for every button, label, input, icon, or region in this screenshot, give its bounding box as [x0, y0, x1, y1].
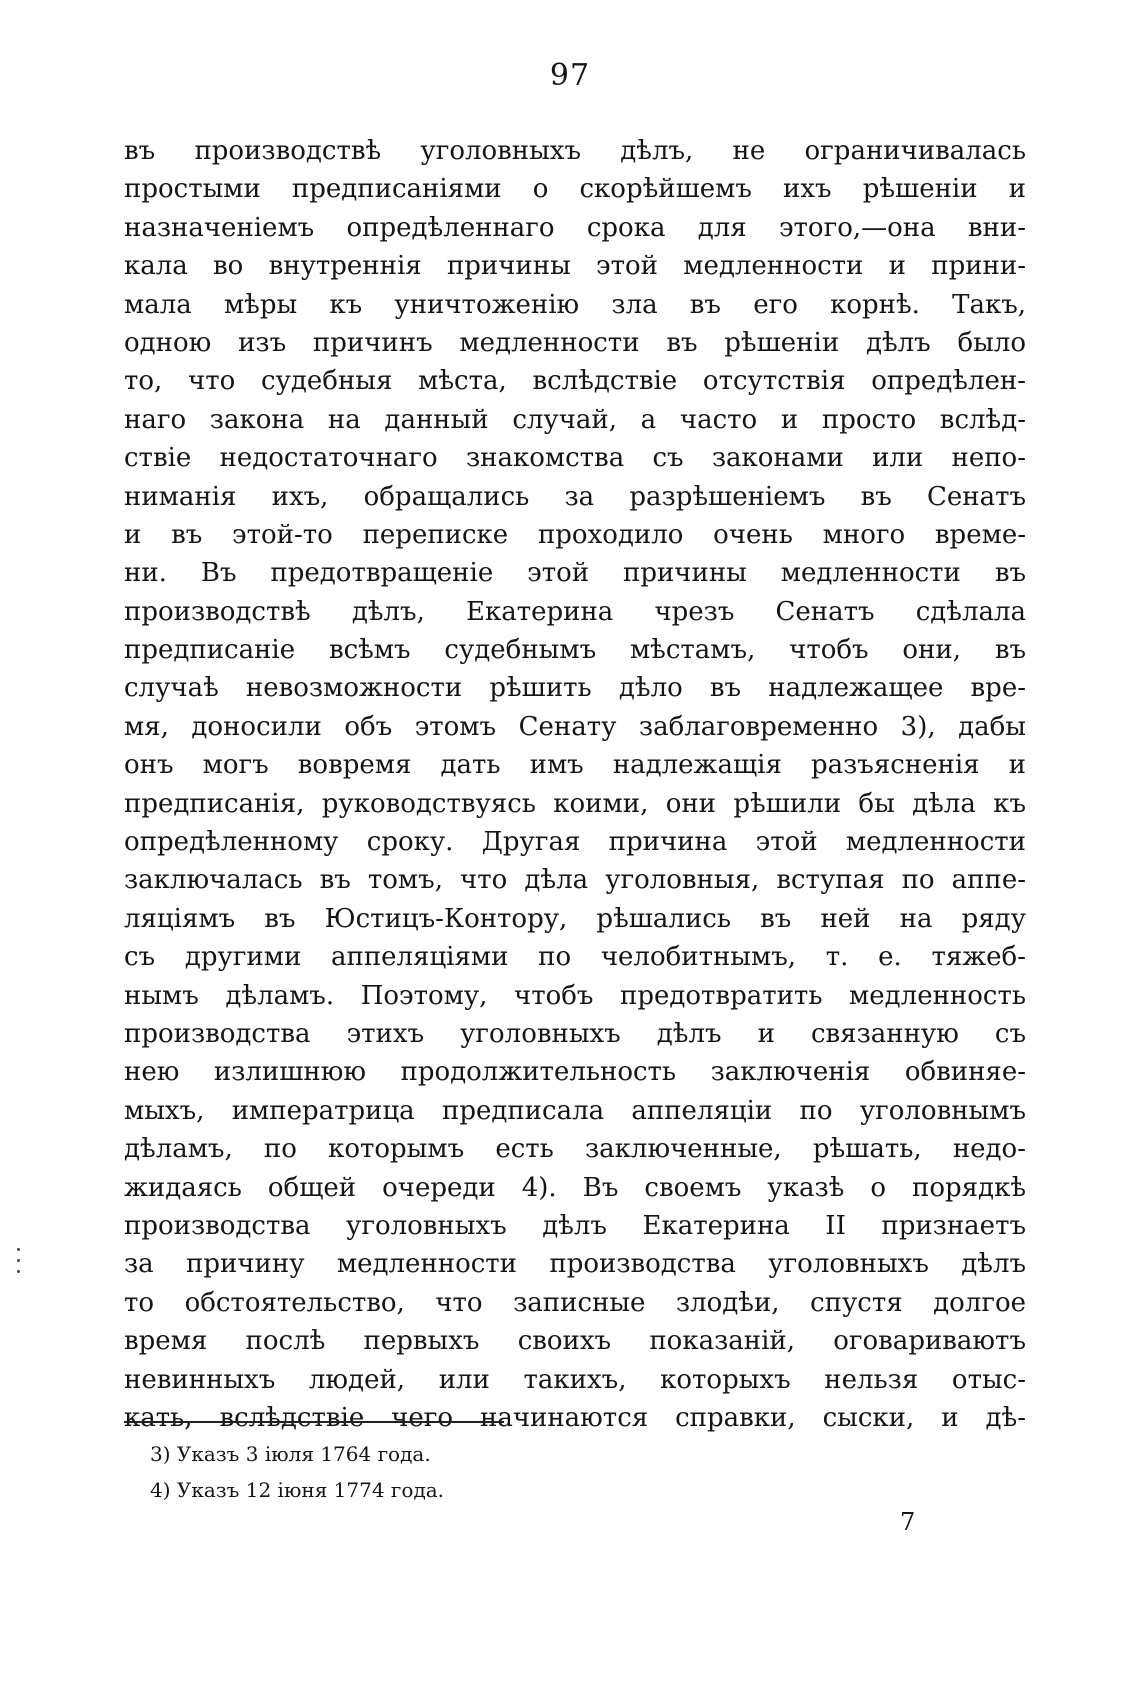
text-line: съ другими аппеляціями по челобитнымъ, т. е. тяжеб- [124, 942, 1026, 973]
text-line: ствіе недостаточнаго знакомства съ законами или непо- [124, 443, 1026, 474]
text-line: кала во внутреннія причины этой медленности и прини- [124, 251, 1026, 282]
text-line: ляціямъ въ Юстицъ-Контору, рѣшались въ ней на ряду [124, 903, 1026, 934]
text-line: предписанія, руководствуясь коими, они рѣшили бы дѣла къ [124, 788, 1026, 819]
text-line: простыми предписаніями о скорѣйшемъ ихъ рѣшеніи и [124, 174, 1026, 205]
main-text [124, 132, 1026, 1437]
text-line: невинныхъ людей, или такихъ, которыхъ нельзя отыс- [124, 1364, 1026, 1395]
text-line: ниманія ихъ, обращались за разрѣшеніемъ въ Сенатъ [124, 481, 1026, 512]
text-line: ни. Въ предотвращеніе этой причины медленности въ [124, 558, 1026, 589]
text-line: производства этихъ уголовныхъ дѣлъ и связанную съ [124, 1018, 1026, 1049]
text-line: въ производствѣ уголовныхъ дѣлъ, не ограничивалась [124, 136, 1026, 166]
footnote: 3) Указъ 3 іюля 1764 года. [150, 1442, 431, 1466]
text-line: то, что судебныя мѣста, вслѣдствіе отсутствія опредѣлен- [124, 366, 1026, 397]
text-line: наго закона на данный случай, а часто и просто вслѣд- [124, 404, 1026, 435]
text-line: нымъ дѣламъ. Поэтому, чтобъ предотвратить медленность [124, 980, 1026, 1011]
text-line: нею излишнюю продолжительность заключенія обвиняе- [124, 1057, 1026, 1088]
text-line: предписаніе всѣмъ судебнымъ мѣстамъ, чтобъ они, въ [124, 635, 1026, 666]
footnote: 4) Указъ 12 іюня 1774 года. [150, 1478, 445, 1502]
text-line: то обстоятельство, что записные злодѣи, спустя долгое [124, 1287, 1026, 1318]
text-line: случаѣ невозможности рѣшить дѣло въ надлежащее вре- [124, 673, 1026, 704]
text-line: одною изъ причинъ медленности въ рѣшеніи дѣлъ было [124, 327, 1026, 358]
footnotes [150, 1436, 850, 1508]
text-line: мя, доносили объ этомъ Сенату заблаговременно 3), дабы [124, 711, 1026, 742]
speck [17, 1259, 20, 1262]
text-line: мала мѣры къ уничтоженію зла въ его корнѣ. Такъ, [124, 289, 1026, 320]
margin-specks [14, 1248, 24, 1294]
text-line: мыхъ, императрица предписала аппеляціи по уголовнымъ [124, 1095, 1026, 1126]
text-line: производствѣ дѣлъ, Екатерина чрезъ Сенатъ сдѣлала [124, 596, 1026, 627]
text-line: производства уголовныхъ дѣлъ Екатерина II признаетъ [124, 1210, 1026, 1241]
text-line: за причину медленности производства уголовныхъ дѣлъ [124, 1249, 1026, 1280]
speck [17, 1270, 20, 1273]
speck [17, 1248, 20, 1251]
signature-mark: 7 [900, 1508, 916, 1536]
text-line: дѣламъ, по которымъ есть заключенные, рѣшать, недо- [124, 1134, 1026, 1165]
text-line: опредѣленному сроку. Другая причина этой медленности [124, 827, 1026, 858]
text-line: и въ этой-то переписке проходило очень много време- [124, 519, 1026, 550]
text-line: жидаясь общей очереди 4). Въ своемъ указѣ о порядкѣ [124, 1172, 1026, 1203]
text-line: время послѣ первыхъ своихъ показаній, оговариваютъ [124, 1326, 1026, 1357]
footnote-divider [124, 1421, 504, 1423]
text-line: назначеніемъ опредѣленнаго срока для этого,—она вни- [124, 212, 1026, 243]
text-line: заключалась въ томъ, что дѣла уголовныя, вступая по аппе- [124, 865, 1026, 896]
text-line: кать, вслѣдствіе чего начинаются справки, сыски, и дѣ- [124, 1402, 1026, 1433]
page-number: 97 [549, 58, 591, 93]
text-line: онъ могъ вовремя дать имъ надлежащія разъясненія и [124, 750, 1026, 781]
